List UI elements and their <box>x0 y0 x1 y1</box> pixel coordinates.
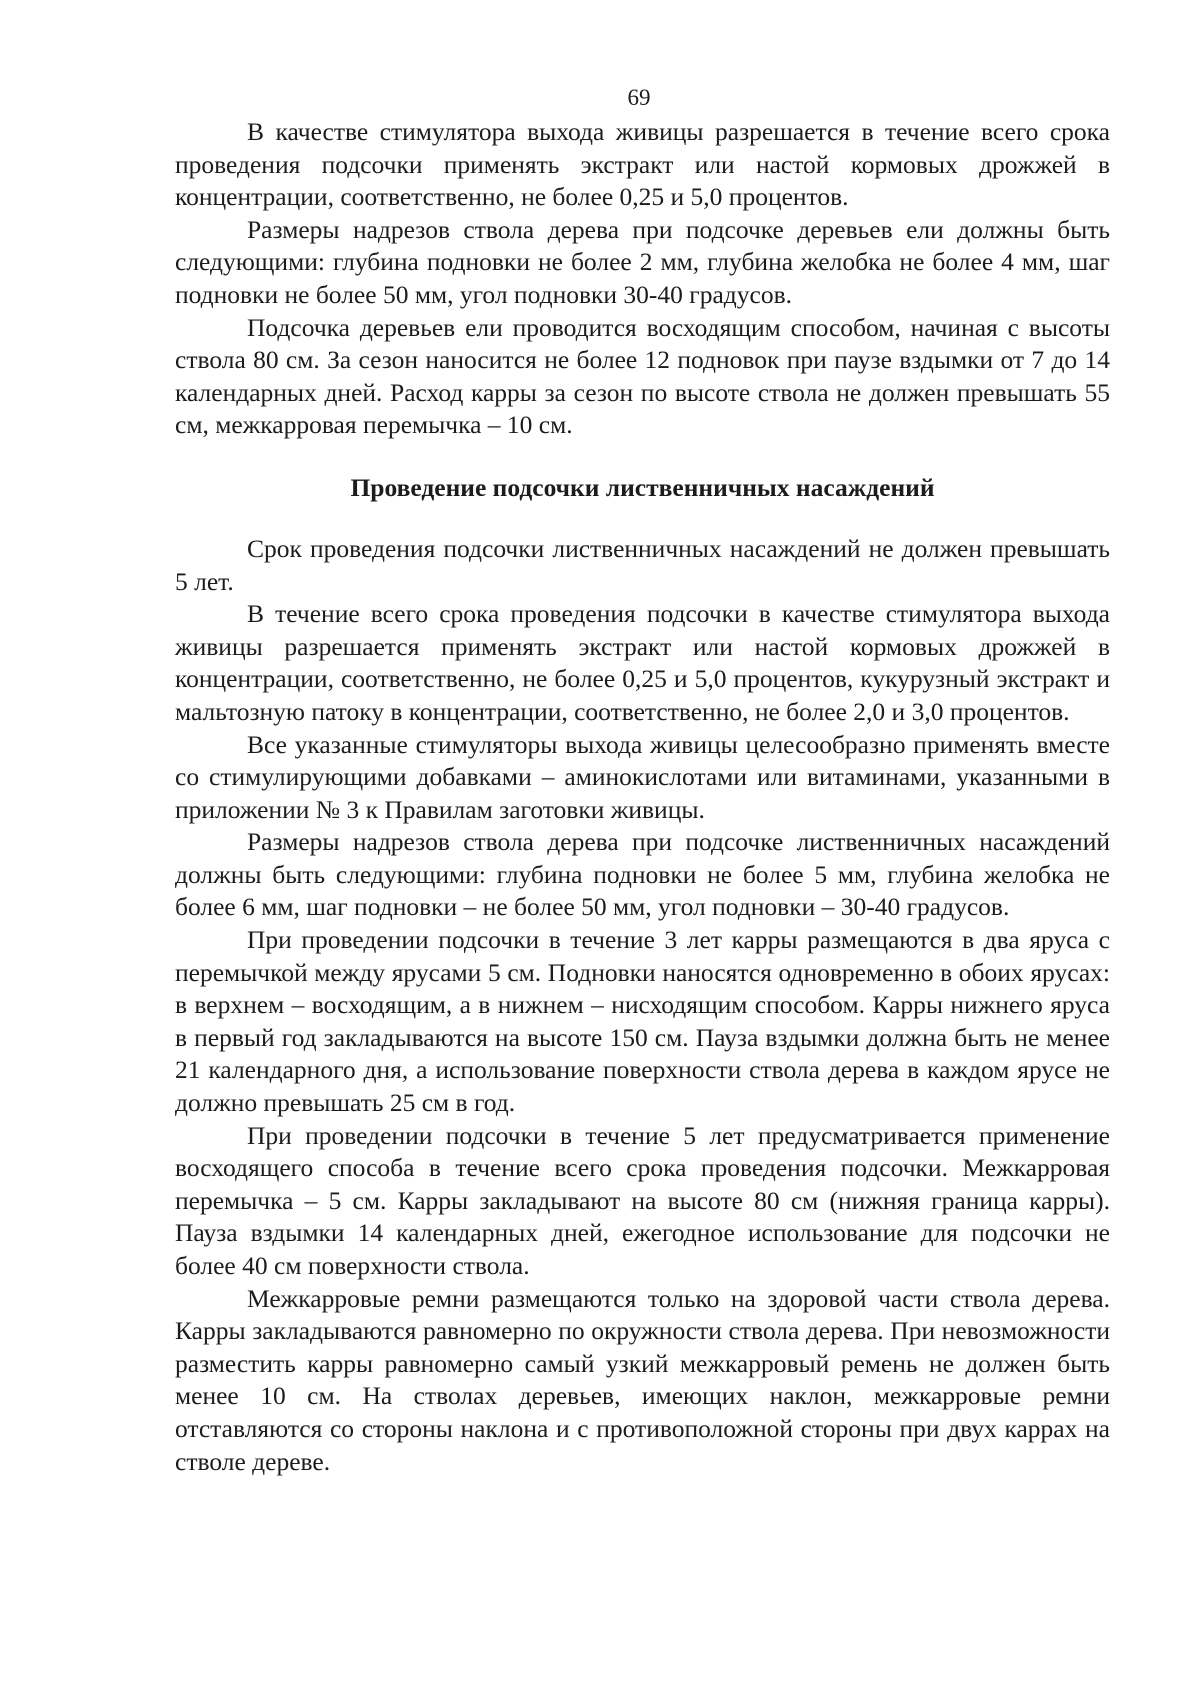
paragraph-three-year-tapping: При проведении подсочки в течение 3 лет карры размещаются в два яруса с перемычкой между ярусами 5 см. Подновки наносятся одновременно в обоих ярусах: в верхнем – восходящим, а в нижнем – нисходящим способом. Карры нижнего яруса в первый год закладываются на высоте 150 см. Пауза вздымки должна быть не менее 21 календарного дня, а использование поверхности ствола дерева в каждом ярусе не должно превышать 25 см в год. <box>175 925 1110 1118</box>
paragraph-tapping-method-spruce: Подсочка деревьев ели проводится восходящим способом, начиная с высоты ствола 80 см. За сезон наносится не более 12 подновок при паузе вздымки от 7 до 14 календарных дней. Расход карры за сезон по высоте ствола не должен превышать 55 см, межкарровая перемычка – 10 см. <box>175 312 1110 440</box>
paragraph-five-year-tapping: При проведении подсочки в течение 5 лет предусматривается применение восходящего способа в течение всего срока проведения подсочки. Межкарровая перемычка – 5 см. Карры закладывают на высоте 80 см (нижняя граница карры). Пауза вздымки 14 календарных дней, ежегодное использование для подсочки не более 40 см поверхности ствола. <box>175 1120 1110 1280</box>
document-body <box>175 116 1110 1478</box>
paragraph-inter-face-belts: Межкарровые ремни размещаются только на здоровой части ствола дерева. Карры закладываются равномерно по окружности ствола дерева. При невозможности разместить карры равномерно самый узкий межкарровый ремень не должен быть менее 10 см. На стволах деревьев, имеющих наклон, межкарровые ремни отставляются со стороны наклона и с противоположной стороны при двух каррах на стволе дереве. <box>175 1283 1110 1476</box>
paragraph-stimulators-larch: В течение всего срока проведения подсочки в качестве стимулятора выхода живицы разрешается применять экстракт или настой кормовых дрожжей в концентрации, соответственно, не более 0,25 и 5,0 процентов, кукурузный экстракт и мальтозную патоку в концентрации, соответственно, не более 2,0 и 3,0 процентов. <box>175 599 1110 726</box>
section-heading: Проведение подсочки лиственничных насаждений <box>350 472 935 502</box>
paragraph-stimulating-additives: Все указанные стимуляторы выхода живицы целесообразно применять вместе со стимулирующими добавками – аминокислотами или витаминами, указанными в приложении № 3 к Правилам заготовки живицы. <box>175 729 1110 824</box>
paragraph-cut-dimensions-larch: Размеры надрезов ствола дерева при подсочке лиственничных насаждений должны быть следующими: глубина подновки не более 5 мм, глубина желобка не более 6 мм, шаг подновки – не более 50 мм, угол подновки – 30-40 градусов. <box>175 827 1110 922</box>
page-number: 69 <box>627 85 651 110</box>
paragraph-stimulator-spruce: В качестве стимулятора выхода живицы разрешается в течение всего срока проведения подсочки применять экстракт или настой кормовых дрожжей в концентрации, соответственно, не более 0,25 и 5,0 процентов. <box>175 117 1110 212</box>
paragraph-tapping-term: Срок проведения подсочки лиственничных насаждений не должен превышать 5 лет. <box>175 533 1110 596</box>
paragraph-cut-dimensions-spruce: Размеры надрезов ствола дерева при подсочке деревьев ели должны быть следующими: глубина подновки не более 2 мм, глубина желобка не более 4 мм, шаг подновки не более 50 мм, угол подновки 30-40 градусов. <box>175 214 1110 309</box>
